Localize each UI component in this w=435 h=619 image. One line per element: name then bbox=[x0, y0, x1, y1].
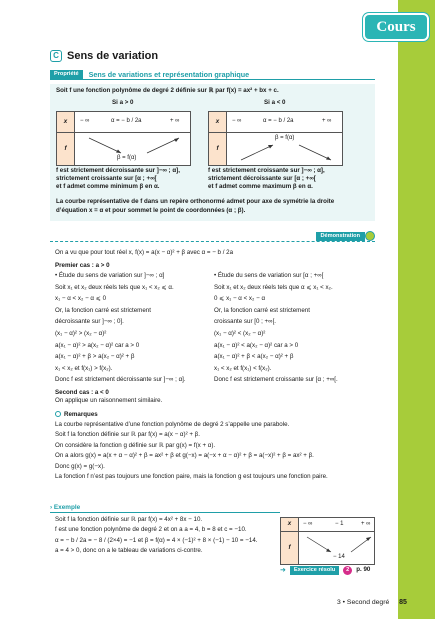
property-box bbox=[50, 84, 375, 221]
demo-case2: Second cas : a < 0 bbox=[55, 389, 109, 396]
chapter-label: 3 • Second degré bbox=[337, 599, 390, 606]
minus-inf: − ∞ bbox=[80, 118, 90, 124]
exercise-link[interactable] bbox=[280, 566, 375, 575]
minus-inf: − ∞ bbox=[303, 521, 313, 527]
plus-inf: + ∞ bbox=[170, 118, 180, 124]
case-neg-text3: et f admet comme maximum β en α. bbox=[208, 183, 313, 190]
exercise-tag: Exercice résolu bbox=[290, 566, 339, 575]
demo-line1: On a vu que pour tout réel x, f(x) = a(x − α)² + β avec α = − b / 2a bbox=[55, 249, 234, 256]
demonstration-tag: Démonstration bbox=[316, 232, 365, 241]
demo-right-line: a(x₁ − α)² + β < a(x₂ − α)² + β bbox=[214, 353, 294, 361]
exercise-page: p. 90 bbox=[356, 566, 371, 574]
example-tag-label: Exemple bbox=[53, 504, 81, 511]
beta-value: β = f(α) bbox=[275, 135, 295, 141]
example-header bbox=[50, 505, 280, 513]
remarks-title: Remarques bbox=[64, 411, 98, 418]
gear-icon bbox=[365, 231, 375, 241]
conclusion-line1: La courbe représentative de f dans un repère orthonormé admet pour axe de symétrie la droite bbox=[56, 198, 335, 205]
row-x-label: x bbox=[281, 518, 299, 532]
demo-right-line: Or, la fonction carré est strictement bbox=[214, 306, 310, 314]
case-pos-heading: Si a > 0 bbox=[112, 99, 134, 106]
demo-case1: Premier cas : a > 0 bbox=[55, 262, 110, 269]
demo-right-line: croissante sur [0 ; +∞[. bbox=[214, 318, 277, 326]
row-f-label: f bbox=[209, 133, 227, 165]
remarks-line: La courbe représentative d’une fonction polynôme de degré 2 s’appelle une parabole. bbox=[55, 421, 290, 428]
remarks-line: Soit f la fonction définie sur ℝ par f(x) = a(x − α)² + β. bbox=[55, 431, 200, 439]
case-neg-heading: Si a < 0 bbox=[264, 99, 286, 106]
remarks-line: La fonction f n’est pas toujours une fonction paire, mais la fonction g est toujours une fonction paire. bbox=[55, 473, 328, 480]
remarks-line: Donc g(x) = g(−x). bbox=[55, 462, 105, 470]
example-variation-table bbox=[280, 517, 375, 565]
example-line: a = 4 > 0, donc on a le tableau de variations ci-contre. bbox=[55, 547, 203, 555]
plus-inf: + ∞ bbox=[322, 118, 332, 124]
row-f-label: f bbox=[281, 532, 299, 564]
demo-left-line: (x₁ − α)² > (x₂ − α)² bbox=[55, 330, 107, 337]
minus-inf: − ∞ bbox=[232, 118, 242, 124]
arrow-icon: ➜ bbox=[280, 566, 286, 574]
row-x-label: x bbox=[209, 112, 227, 133]
example-line: α = − b / 2a = − 8 / (2×4) = −1 et β = f(α) = 4 × (−1)² + 8 × (−1) − 10 = −14. bbox=[55, 536, 258, 544]
footer bbox=[337, 598, 407, 608]
alpha-value: − 1 bbox=[335, 521, 344, 527]
remarks-heading bbox=[55, 411, 98, 419]
demo-right-line: • Étude du sens de variation sur [α ; +∞[ bbox=[214, 272, 324, 279]
section-title: Sens de variation bbox=[67, 49, 159, 62]
cours-badge: Cours bbox=[363, 13, 429, 41]
property-header bbox=[50, 70, 375, 80]
section-letter: C bbox=[50, 50, 62, 62]
demo-right-line: x₁ < x₂ et f(x₁) < f(x₂). bbox=[214, 364, 272, 372]
case-pos-text2: strictement croissante sur [α ; +∞[ bbox=[56, 175, 157, 182]
case-neg-text2: strictement décroissante sur [α ; +∞[ bbox=[208, 175, 316, 182]
alpha-value: α = − b / 2a bbox=[111, 118, 142, 124]
section-header bbox=[50, 48, 375, 64]
demo-case2-text: On applique un raisonnement similaire. bbox=[55, 397, 163, 404]
demo-left-line: décroissante sur ]−∞ ; 0]. bbox=[55, 318, 124, 326]
case-pos-text3: et f admet comme minimum β en α. bbox=[56, 183, 160, 190]
demo-left-line: a(x₁ − α)² > a(x₂ − α)² car a > 0 bbox=[55, 341, 140, 349]
demo-left-line: Or, la fonction carré est strictement bbox=[55, 306, 151, 314]
page-number: 85 bbox=[399, 599, 407, 606]
row-f-label: f bbox=[57, 133, 75, 165]
property-intro: Soit f une fonction polynôme de degré 2 définie sur ℝ par f(x) = ax² + bx + c. bbox=[56, 87, 279, 94]
case-neg-text1: f est strictement croissante sur ]−∞ ; α], bbox=[208, 167, 325, 174]
conclusion-line2: d’équation x = α et pour sommet le point de coordonnées (α ; β). bbox=[56, 207, 246, 214]
remarks-line: On considère la fonction g définie sur ℝ par g(x) = f(x + α). bbox=[55, 441, 216, 449]
remarks-line: On a alors g(x) = a(x + α − α)² + β = ax² + β et g(−x) = a(−x + α − α)² + β = a(−x)² + β = ax² + β. bbox=[55, 452, 314, 460]
demo-right-line: 0 ⩽ x₁ − α < x₂ − α bbox=[214, 295, 266, 303]
alpha-value: α = − b / 2a bbox=[263, 118, 294, 124]
case-pos-text1: f est strictement décroissante sur ]−∞ ; α], bbox=[56, 167, 180, 174]
demo-left-line: Donc f est strictement décroissante sur ]−∞ ; α]. bbox=[55, 376, 186, 384]
plus-inf: + ∞ bbox=[361, 521, 371, 527]
beta-value: − 14 bbox=[333, 554, 345, 560]
demo-right-line: a(x₁ − α)² < a(x₂ − α)² car a > 0 bbox=[214, 341, 299, 349]
example-line: Soit f la fonction définie sur ℝ par f(x) = 4x² + 8x − 10. bbox=[55, 516, 203, 523]
demo-right-line: (x₁ − α)² < (x₂ − α)² bbox=[214, 330, 266, 337]
beta-value: β = f(α) bbox=[117, 155, 137, 161]
property-title: Sens de variations et représentation graphique bbox=[88, 70, 250, 79]
info-icon bbox=[55, 411, 61, 417]
demo-left-line: Soit x₁ et x₂ deux réels tels que x₁ < x₂ ⩽ α. bbox=[55, 283, 174, 291]
demonstration-header bbox=[50, 232, 375, 242]
demo-right-line: Donc f est strictement croissante sur [α ; +∞[. bbox=[214, 376, 338, 384]
example-tag: › Exemple bbox=[50, 504, 83, 512]
variation-table-neg bbox=[208, 111, 343, 166]
demo-left-line: x₁ < x₂ et f(x₁) > f(x₂). bbox=[55, 364, 113, 372]
demo-left-line: x₁ − α < x₂ − α ⩽ 0 bbox=[55, 295, 107, 303]
variation-table-pos bbox=[56, 111, 191, 166]
demo-left-line: a(x₁ − α)² + β > a(x₂ − α)² + β bbox=[55, 353, 135, 361]
side-band bbox=[398, 0, 435, 619]
row-x-label: x bbox=[57, 112, 75, 133]
demo-left-line: • Étude du sens de variation sur ]−∞ ; α] bbox=[55, 272, 165, 279]
exercise-number: 2 bbox=[343, 566, 352, 575]
example-line: f est une fonction polynôme de degré 2 et on a a = 4, b = 8 et c = −10. bbox=[55, 526, 247, 534]
property-tag: Propriété bbox=[50, 70, 83, 79]
demo-right-line: Soit x₁ et x₂ deux réels tels que α ⩽ x₁ < x₂. bbox=[214, 283, 333, 291]
